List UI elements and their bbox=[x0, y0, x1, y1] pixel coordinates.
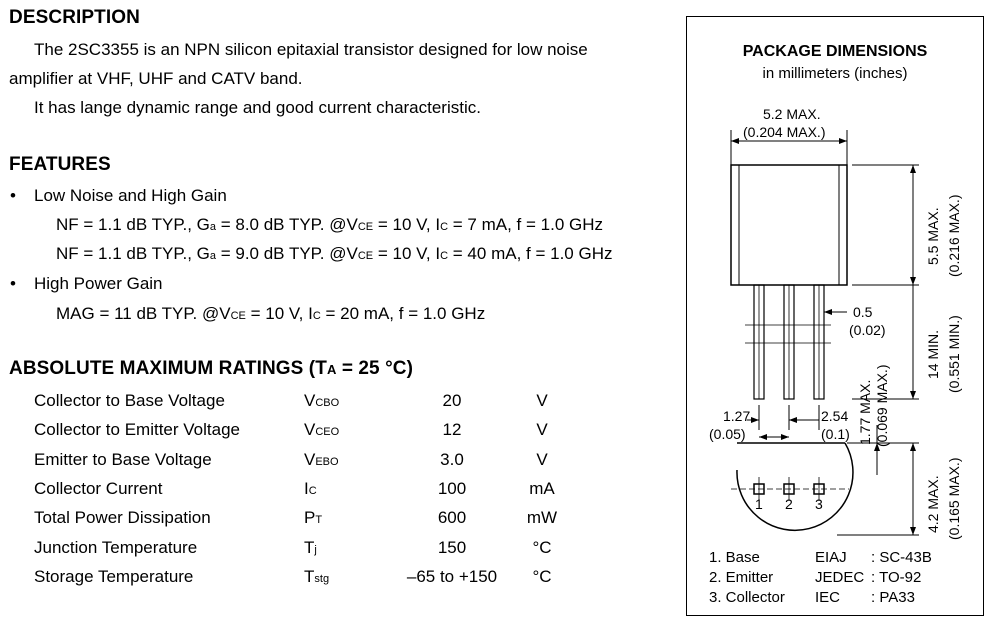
package-dimensions-box bbox=[686, 16, 984, 616]
rating-param: Storage Temperature bbox=[34, 566, 194, 586]
dim-depth-in: (0.165 MAX.) bbox=[946, 457, 962, 540]
rating-unit: V bbox=[536, 420, 548, 440]
standard-code-1: : SC-43B bbox=[871, 549, 932, 566]
pin-label-1: 1 bbox=[755, 496, 763, 512]
rating-row bbox=[0, 567, 680, 596]
rating-unit: V bbox=[536, 449, 548, 469]
rating-value: –65 to +150 bbox=[406, 566, 498, 586]
rating-unit: mA bbox=[529, 478, 555, 498]
dim-pitch-mm: 1.27 bbox=[723, 408, 751, 424]
package-subtitle: in millimeters (inches) bbox=[762, 65, 908, 82]
description-line-3: It has lange dynamic range and good current characteristic. bbox=[34, 98, 481, 117]
rating-row bbox=[0, 479, 680, 508]
dim-pitch2-in: (0.1) bbox=[821, 426, 850, 442]
bullet-icon: • bbox=[10, 186, 16, 205]
pin-name-2: 2. Emitter bbox=[709, 569, 774, 586]
rating-param: Collector Current bbox=[34, 478, 163, 498]
rating-value: 12 bbox=[442, 420, 462, 440]
rating-row bbox=[0, 420, 680, 449]
rating-row bbox=[0, 508, 680, 537]
dim-lead-len-in: (0.551 MIN.) bbox=[946, 315, 962, 393]
rating-symbol: PT bbox=[304, 508, 323, 528]
ratings-heading: ABSOLUTE MAXIMUM RATINGS (TA = 25 °C) bbox=[9, 358, 414, 379]
rating-symbol: VCEO bbox=[304, 420, 340, 440]
standard-org-2: JEDEC bbox=[815, 569, 865, 586]
pin-label-2: 2 bbox=[785, 496, 793, 512]
rating-param: Total Power Dissipation bbox=[34, 508, 211, 528]
package-title: PACKAGE DIMENSIONS bbox=[742, 43, 928, 60]
pin-name-3: 3. Collector bbox=[709, 589, 785, 606]
rating-symbol: VCBO bbox=[304, 391, 340, 410]
rating-param: Collector to Base Voltage bbox=[34, 391, 225, 410]
features-heading: FEATURES bbox=[9, 154, 111, 175]
rating-param: Emitter to Base Voltage bbox=[34, 449, 212, 469]
rating-param: Collector to Emitter Voltage bbox=[34, 420, 240, 440]
rating-unit: °C bbox=[532, 566, 552, 586]
feature-line-3: MAG = 11 dB TYP. @VCE = 10 V, IC = 20 mA, f = 1.0 GHz bbox=[56, 304, 486, 323]
rating-value: 150 bbox=[437, 537, 467, 557]
description-heading: DESCRIPTION bbox=[9, 7, 140, 28]
dim-height-in: (0.216 MAX.) bbox=[946, 194, 962, 277]
dim-pitch2-mm: 2.54 bbox=[821, 408, 849, 424]
rating-symbol: VEBO bbox=[304, 449, 339, 469]
standard-org-3: IEC bbox=[815, 589, 841, 606]
rating-symbol: Tj bbox=[304, 537, 317, 557]
rating-unit: mW bbox=[526, 508, 558, 528]
dim-lead-max-in: (0.069 MAX.) bbox=[874, 364, 890, 447]
rating-param: Junction Temperature bbox=[34, 537, 198, 557]
standard-code-3: : PA33 bbox=[871, 589, 915, 606]
rating-value: 3.0 bbox=[440, 449, 464, 469]
standard-org-1: EIAJ bbox=[815, 549, 847, 566]
feature-line-2: NF = 1.1 dB TYP., Ga = 9.0 dB TYP. @VCE = 10 V, IC = 40 mA, f = 1.0 GHz bbox=[56, 244, 613, 263]
feature-line-1: NF = 1.1 dB TYP., Ga = 8.0 dB TYP. @VCE = 10 V, IC = 7 mA, f = 1.0 GHz bbox=[56, 215, 604, 234]
dim-lead-max-mm: 1.77 MAX. bbox=[857, 379, 873, 445]
feature-title-1: Low Noise and High Gain bbox=[34, 186, 227, 205]
bullet-icon: • bbox=[10, 274, 16, 293]
dim-lead-w-in: (0.02) bbox=[849, 322, 886, 338]
dim-lead-w-mm: 0.5 bbox=[853, 304, 873, 320]
dim-height-mm: 5.5 MAX. bbox=[925, 207, 941, 265]
pin-name-1: 1. Base bbox=[709, 549, 760, 566]
pin-label-3: 3 bbox=[815, 496, 823, 512]
dim-lead-len-mm: 14 MIN. bbox=[925, 329, 941, 379]
rating-row bbox=[0, 450, 680, 479]
package-drawing bbox=[687, 85, 985, 615]
dim-pitch-in: (0.05) bbox=[709, 426, 746, 442]
feature-title-2: High Power Gain bbox=[34, 274, 163, 293]
description-line-2: amplifier at VHF, UHF and CATV band. bbox=[9, 69, 303, 88]
rating-value: 100 bbox=[437, 478, 467, 498]
rating-value: 600 bbox=[437, 508, 467, 528]
rating-symbol: Tstg bbox=[304, 566, 330, 586]
rating-row bbox=[0, 391, 680, 420]
rating-row bbox=[0, 538, 680, 567]
rating-unit: °C bbox=[532, 537, 552, 557]
dim-width-in: (0.204 MAX.) bbox=[743, 124, 826, 140]
standard-code-2: : TO-92 bbox=[871, 569, 922, 586]
description-line-1: The 2SC3355 is an NPN silicon epitaxial transistor designed for low noise bbox=[34, 40, 588, 59]
rating-unit: V bbox=[536, 391, 548, 410]
dim-depth-mm: 4.2 MAX. bbox=[925, 475, 941, 533]
rating-value: 20 bbox=[442, 391, 462, 410]
dim-width-mm: 5.2 MAX. bbox=[763, 106, 821, 122]
rating-symbol: IC bbox=[304, 478, 317, 498]
